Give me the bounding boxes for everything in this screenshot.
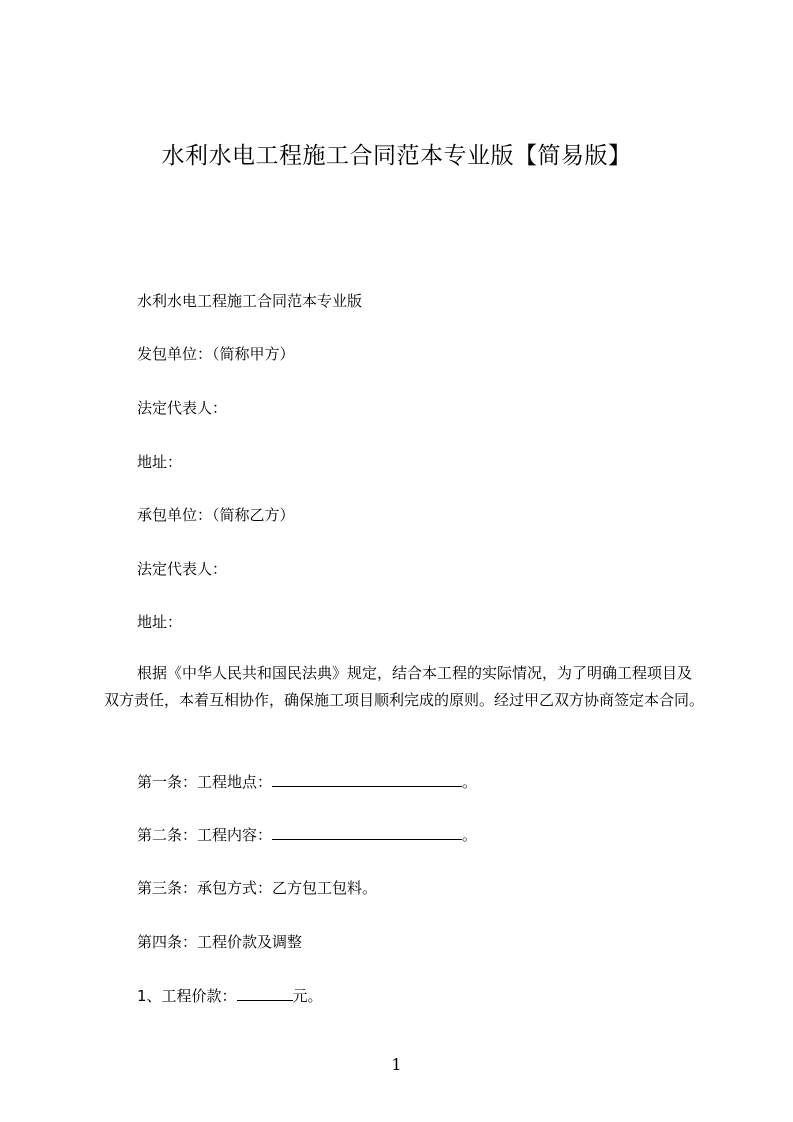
contractor-rep-label: 法定代表人： bbox=[137, 560, 228, 578]
article-4: 第四条：工程价款及调整 bbox=[137, 933, 303, 951]
contract-heading: 水利水电工程施工合同范本专业版 bbox=[137, 292, 363, 310]
preamble-paragraph: 根据《中华人民共和国民法典》规定，结合本工程的实际情况，为了明确工程项目及双方责任，本着互相协作，确保施工项目顺利完成的原则。经过甲乙双方协商签定本合同。 bbox=[104, 664, 705, 709]
price-label: 1、工程价款： bbox=[137, 987, 237, 1005]
contractor-address-label: 地址： bbox=[137, 613, 183, 631]
work-content-blank bbox=[272, 825, 462, 840]
article-2 bbox=[137, 824, 477, 846]
price-line bbox=[137, 985, 323, 1007]
article-1-label: 第一条：工程地点： bbox=[137, 773, 273, 791]
price-end: 元。 bbox=[292, 987, 323, 1005]
article-3: 第三条：承包方式：乙方包工包料。 bbox=[137, 879, 378, 897]
employer-address-label: 地址： bbox=[137, 453, 183, 471]
employer-rep-label: 法定代表人： bbox=[137, 399, 228, 417]
article-1 bbox=[137, 771, 477, 793]
document-title: 水利水电工程施工合同范本专业版【简易版】 bbox=[161, 143, 632, 169]
page-number: 1 bbox=[391, 1055, 402, 1074]
article-2-end: 。 bbox=[462, 826, 478, 844]
employer-unit-label: 发包单位：（简称甲方） bbox=[137, 345, 295, 363]
article-1-end: 。 bbox=[462, 773, 478, 791]
price-blank bbox=[237, 986, 293, 1001]
article-2-label: 第二条：工程内容： bbox=[137, 826, 273, 844]
work-location-blank bbox=[272, 772, 462, 787]
contractor-unit-label: 承包单位：（简称乙方） bbox=[137, 506, 295, 524]
